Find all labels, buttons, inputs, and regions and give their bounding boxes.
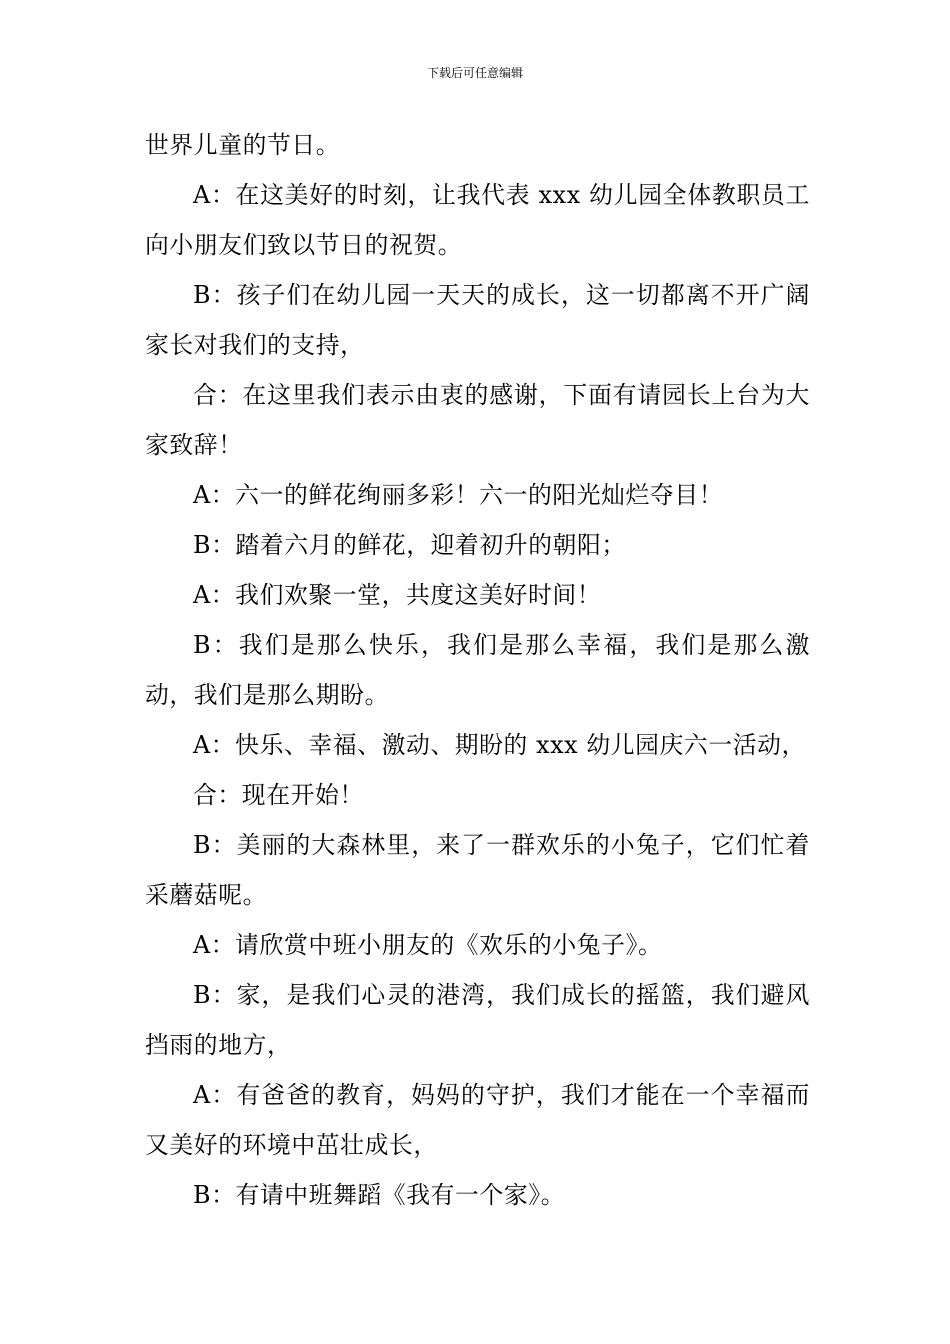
paragraph: 世界儿童的节日。 — [145, 131, 341, 159]
document-body — [145, 120, 810, 1220]
paragraph: A：快乐、幸福、激动、期盼的 xxx 幼儿园庆六一活动， — [193, 731, 806, 759]
paragraph: A：有爸爸的教育，妈妈的守护，我们才能在一个幸福而又美好的环境中茁壮成长， — [145, 1081, 810, 1159]
page-header: 下载后可任意编辑 — [426, 66, 523, 80]
paragraph: B：孩子们在幼儿园一天天的成长，这一切都离不开广阔家长对我们的支持， — [145, 281, 810, 359]
paragraph: A：我们欢聚一堂，共度这美好时间！ — [193, 581, 602, 609]
paragraph: 合：现在开始！ — [193, 781, 364, 809]
paragraph: A：在这美好的时刻，让我代表 xxx 幼儿园全体教职员工向小朋友们致以节日的祝贺。 — [145, 181, 810, 259]
paragraph: 合：在这里我们表示由衷的感谢，下面有请园长上台为大家致辞！ — [145, 381, 810, 459]
paragraph: A：请欣赏中班小朋友的《欢乐的小兔子》。 — [193, 931, 663, 959]
paragraph: B：我们是那么快乐，我们是那么幸福，我们是那么激动，我们是那么期盼。 — [145, 631, 810, 709]
paragraph: A：六一的鲜花绚丽多彩！六一的阳光灿烂夺目！ — [193, 481, 724, 509]
paragraph: B：有请中班舞蹈《我有一个家》。 — [193, 1181, 566, 1209]
paragraph: B：家，是我们心灵的港湾，我们成长的摇篮，我们避风挡雨的地方， — [145, 981, 810, 1059]
paragraph: B：美丽的大森林里，来了一群欢乐的小兔子，它们忙着采蘑菇呢。 — [145, 831, 810, 909]
paragraph: B：踏着六月的鲜花，迎着初升的朝阳； — [193, 531, 626, 559]
